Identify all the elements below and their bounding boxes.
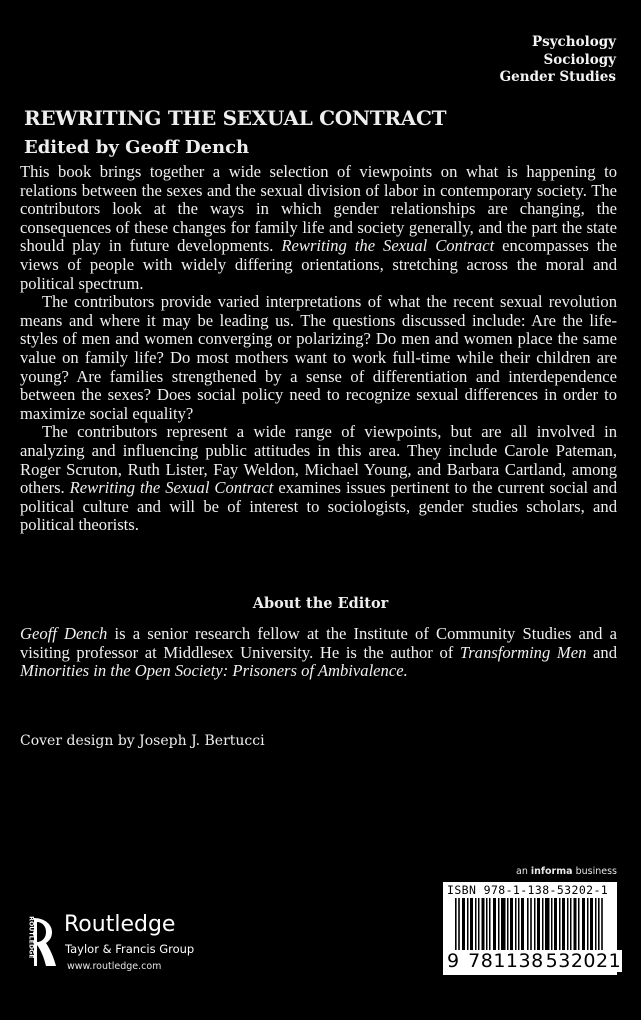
text-span: examines issues pertinent to the current social and political culture and will be of interest to sociologists, gender studies scholars, and political theorists. bbox=[20, 478, 617, 535]
description-paragraph-3 bbox=[20, 423, 617, 535]
barcode-bars-icon bbox=[455, 898, 607, 958]
publisher-name: Routledge bbox=[64, 912, 176, 937]
text-span: encompasses the views of people with widely differing orientations, stretching across the moral and political spectrum. bbox=[20, 236, 617, 293]
book-title-italic: Minorities in the Open Society: Prisoners of Ambivalence. bbox=[20, 661, 408, 681]
publisher-url: www.routledge.com bbox=[67, 961, 162, 972]
editor-credit: Edited by Geoff Dench bbox=[24, 137, 250, 158]
ean-first-digit: 9 bbox=[447, 950, 460, 972]
routledge-vertical-wordmark: ROUTLEDGE bbox=[27, 916, 35, 959]
subject-sociology: Sociology bbox=[543, 51, 616, 68]
subject-categories bbox=[500, 34, 616, 87]
subject-gender-studies: Gender Studies bbox=[499, 69, 616, 85]
cover-design-credit: Cover design by Joseph J. Bertucci bbox=[20, 733, 265, 749]
ean-number bbox=[446, 950, 622, 972]
book-title-italic: Rewriting the Sexual Contract bbox=[69, 478, 274, 498]
book-title-italic: Rewriting the Sexual Contract bbox=[281, 236, 495, 256]
ean-right-group: 532021 bbox=[545, 950, 622, 972]
ean-left-group: 781138 bbox=[468, 950, 544, 972]
isbn-barcode bbox=[443, 882, 622, 975]
text-span: and bbox=[586, 642, 617, 662]
book-description bbox=[20, 163, 617, 535]
text-span: The contributors provide varied interpretations of what the recent sexual revolution means and where it may be leading us. The questions discussed include: Are the life-styles of men and women converging or polarizing? Do men and women place the same value on family life? Do most mothers want to work full-time while their children are young? Are families strengthened by a sense of differentiation and interdependence between the sexes? Does social policy need to recognize sexual differences in order to maximize social equality? bbox=[20, 292, 617, 423]
book-title: REWRITING THE SEXUAL CONTRACT bbox=[24, 106, 447, 130]
informa-brand: informa bbox=[530, 866, 573, 877]
text-span: This book brings together a wide selection of viewpoints on what is happening to relations between the sexes and the sexual division of labor in contemporary society. The contributors look at the ways in which gender relationships are changing, the consequences of these changes for family life and society generally, and the part the state should play in future developments. bbox=[20, 162, 617, 256]
text-span: an bbox=[516, 866, 531, 877]
subject-psychology: Psychology bbox=[531, 34, 616, 50]
description-paragraph-1 bbox=[20, 163, 617, 293]
informa-tagline bbox=[516, 866, 617, 877]
isbn-label: ISBN 978-1-138-53202-1 bbox=[447, 883, 609, 897]
about-editor-paragraph bbox=[20, 625, 617, 681]
text-span: The contributors represent a wide range of viewpoints, but are all involved in analyzing and influencing public attitudes in this area. They include Carole Pateman, Roger Scruton, Ruth Lister, Fay Weldon, Michael Young, and Barbara Cartland, among others. bbox=[20, 422, 617, 498]
text-span: is a senior research fellow at the Institute of Community Studies and a visiting professor at Middlesex University. He is the author of bbox=[20, 624, 617, 662]
about-editor-text bbox=[20, 625, 617, 681]
text-span: business bbox=[572, 866, 617, 877]
description-paragraph-2 bbox=[20, 293, 617, 423]
book-title-italic: Transforming Men bbox=[459, 642, 587, 662]
editor-name-italic: Geoff Dench bbox=[20, 624, 108, 643]
publisher-logo bbox=[20, 912, 240, 982]
publisher-group: Taylor & Francis Group bbox=[65, 942, 195, 956]
about-editor-heading: About the Editor bbox=[252, 595, 389, 612]
